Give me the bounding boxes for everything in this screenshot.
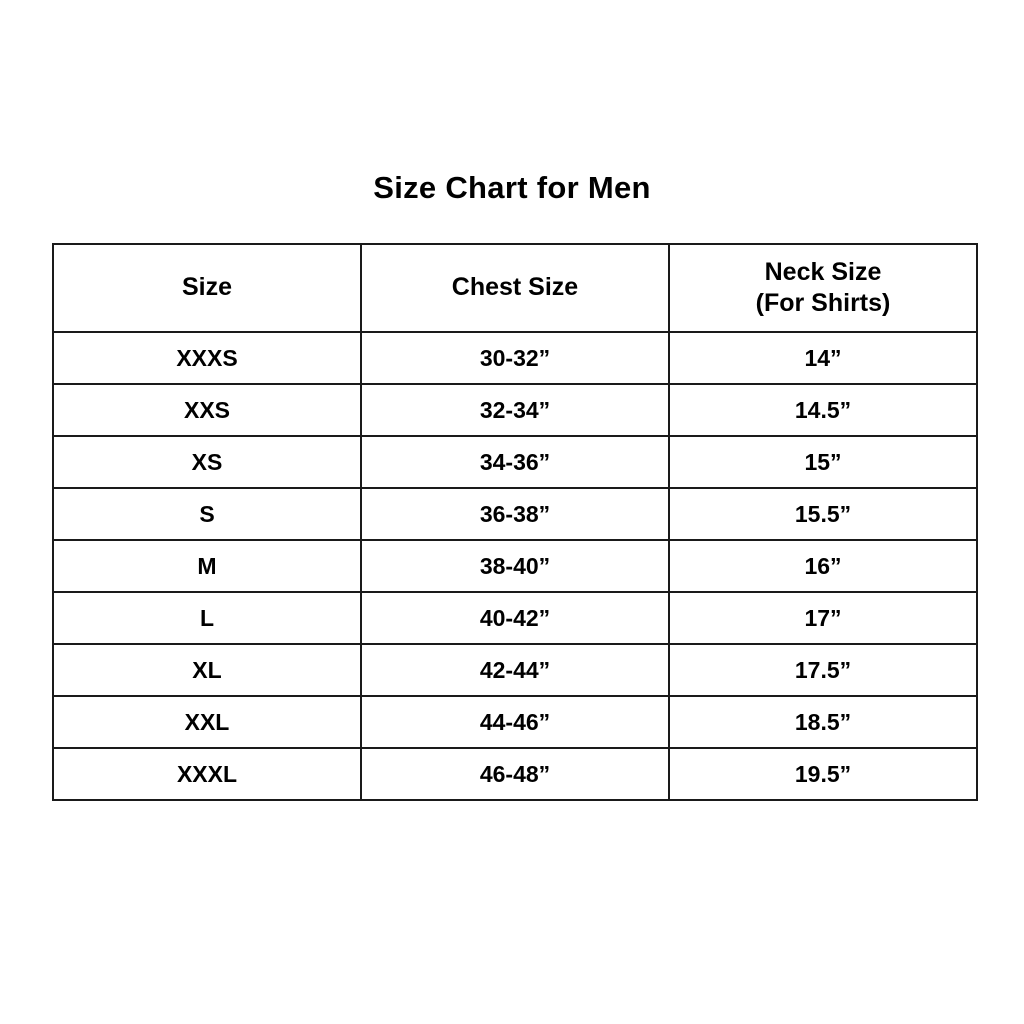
table-row bbox=[53, 488, 977, 540]
cell-chest: 44-46” bbox=[361, 696, 669, 748]
table-row bbox=[53, 332, 977, 384]
cell-neck: 15.5” bbox=[669, 488, 977, 540]
cell-size: XS bbox=[53, 436, 361, 488]
page-title: Size Chart for Men bbox=[373, 170, 651, 205]
header-neck-label: Neck Size bbox=[764, 257, 882, 286]
cell-size: S bbox=[53, 488, 361, 540]
header-neck-sublabel: (For Shirts) bbox=[755, 289, 891, 317]
table-header-row bbox=[53, 244, 977, 332]
cell-chest: 46-48” bbox=[361, 748, 669, 800]
cell-neck: 17” bbox=[669, 592, 977, 644]
table-row bbox=[53, 540, 977, 592]
size-chart-table bbox=[52, 243, 978, 801]
cell-size: XXXS bbox=[53, 332, 361, 384]
cell-neck: 18.5” bbox=[669, 696, 977, 748]
header-chest-label: Chest Size bbox=[451, 273, 579, 302]
cell-chest: 30-32” bbox=[361, 332, 669, 384]
header-size bbox=[53, 244, 361, 332]
cell-size: XXL bbox=[53, 696, 361, 748]
cell-neck: 15” bbox=[669, 436, 977, 488]
cell-neck: 14.5” bbox=[669, 384, 977, 436]
table-row bbox=[53, 748, 977, 800]
cell-chest: 36-38” bbox=[361, 488, 669, 540]
cell-neck: 14” bbox=[669, 332, 977, 384]
cell-size: XL bbox=[53, 644, 361, 696]
cell-chest: 34-36” bbox=[361, 436, 669, 488]
cell-chest: 38-40” bbox=[361, 540, 669, 592]
cell-neck: 17.5” bbox=[669, 644, 977, 696]
table-row bbox=[53, 384, 977, 436]
cell-chest: 42-44” bbox=[361, 644, 669, 696]
cell-size: XXS bbox=[53, 384, 361, 436]
header-chest-size bbox=[361, 244, 669, 332]
cell-chest: 32-34” bbox=[361, 384, 669, 436]
cell-neck: 19.5” bbox=[669, 748, 977, 800]
header-neck-size bbox=[669, 244, 977, 332]
cell-size: XXXL bbox=[53, 748, 361, 800]
cell-chest: 40-42” bbox=[361, 592, 669, 644]
table-row bbox=[53, 436, 977, 488]
cell-size: M bbox=[53, 540, 361, 592]
cell-size: L bbox=[53, 592, 361, 644]
table-row bbox=[53, 696, 977, 748]
header-size-label: Size bbox=[181, 273, 233, 302]
table-row bbox=[53, 644, 977, 696]
cell-neck: 16” bbox=[669, 540, 977, 592]
table-row bbox=[53, 592, 977, 644]
